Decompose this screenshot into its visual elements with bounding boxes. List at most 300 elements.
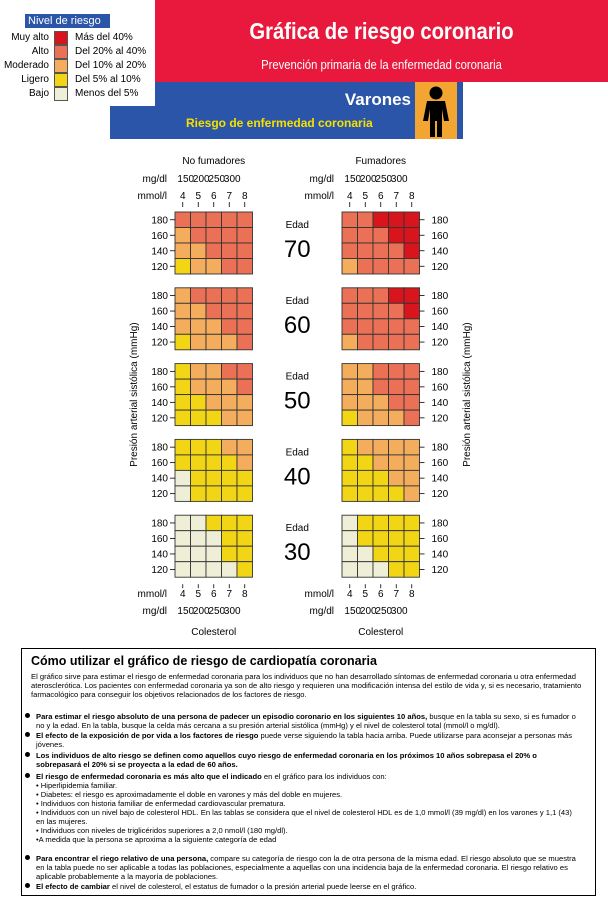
y-tick: 160 xyxy=(151,382,168,394)
y-tick: 180 xyxy=(151,366,168,378)
risk-cell xyxy=(389,546,405,562)
risk-cell xyxy=(222,319,238,335)
y-tick: 140 xyxy=(151,549,168,561)
risk-cell xyxy=(191,334,207,350)
bullet-bold: El efecto de cambiar xyxy=(36,882,110,891)
x-tick-mgdl: 200 xyxy=(359,174,377,185)
x-tick-mgdl: 300 xyxy=(390,606,408,618)
risk-cell xyxy=(404,546,420,562)
risk-cell xyxy=(373,334,389,350)
x-axis-label-right: Colesterol xyxy=(358,627,404,638)
sub-item: • Hiperlipidemia familiar. xyxy=(36,781,118,790)
risk-cell xyxy=(175,439,191,455)
risk-cell xyxy=(358,334,374,350)
page-title: Gráfica de riesgo coronario xyxy=(249,18,514,44)
y-tick: 180 xyxy=(151,215,168,227)
y-tick: 180 xyxy=(431,518,449,530)
risk-cell xyxy=(222,334,238,350)
y-tick: 180 xyxy=(431,442,449,454)
x-tick-mmol: 7 xyxy=(226,589,233,601)
risk-cell xyxy=(389,439,405,455)
x-unit-mgdl: mg/dl xyxy=(142,174,167,185)
risk-cell xyxy=(237,259,253,275)
x-tick-mmol: 7 xyxy=(393,589,400,601)
risk-cell xyxy=(358,546,374,562)
x-tick-mgdl: 250 xyxy=(375,174,393,185)
sub-item: •A medida que la persona se aproxima a la siguiente categoría de edad xyxy=(36,835,277,844)
risk-cell xyxy=(358,470,374,486)
risk-cell xyxy=(404,455,420,471)
x-tick-mmol: 5 xyxy=(195,191,202,202)
risk-cell xyxy=(404,303,420,319)
risk-cell xyxy=(206,334,222,350)
risk-cell xyxy=(191,410,207,426)
y-tick: 180 xyxy=(151,442,168,454)
risk-cell xyxy=(206,562,222,578)
x-tick-mgdl: 250 xyxy=(208,606,226,618)
risk-cell xyxy=(191,470,207,486)
risk-cell xyxy=(237,470,253,486)
risk-cell xyxy=(404,334,420,350)
bullet-icon xyxy=(25,773,30,778)
legend-swatch xyxy=(54,73,68,87)
risk-cell xyxy=(342,546,358,562)
bullet-text: en el gráfico para los individuos con: xyxy=(261,772,387,781)
bullet-bold: Los individuos de alto riesgo se definen como aquellos cuyo riesgo de enfermedad coronaria en los próximos 10 años sobrepasa el 20% o sobrepasará el 20% si se proyecta a la edad de 60 años. xyxy=(36,751,537,769)
y-tick: 140 xyxy=(151,397,168,409)
risk-cell xyxy=(206,410,222,426)
risk-cell xyxy=(222,470,238,486)
panel-title-smokers: Fumadores xyxy=(355,156,407,167)
risk-cell xyxy=(342,395,358,411)
legend-swatch xyxy=(54,31,68,45)
risk-cell xyxy=(175,395,191,411)
risk-cell xyxy=(373,546,389,562)
risk-cell xyxy=(404,410,420,426)
legend-item xyxy=(0,31,155,45)
y-tick: 120 xyxy=(151,564,168,576)
risk-cell xyxy=(358,259,374,275)
bullet-text: el nivel de colesterol, el estatus de fumador o la presión arterial puede leerse en el gráfico. xyxy=(109,882,417,891)
risk-cell xyxy=(222,395,238,411)
legend-item-label: Bajo xyxy=(28,88,49,99)
legend-item-label: Moderado xyxy=(3,60,49,71)
risk-cell xyxy=(358,303,374,319)
risk-cell xyxy=(373,531,389,547)
x-tick-mmol: 4 xyxy=(346,191,353,202)
x-tick-mgdl: 300 xyxy=(390,174,408,185)
risk-cell xyxy=(175,562,191,578)
risk-cell xyxy=(222,259,238,275)
x-tick-mgdl: 150 xyxy=(344,606,362,618)
legend-title: Nivel de riesgo xyxy=(25,14,110,28)
bullet-text: busque en la tabla su sexo, si es fumador o no y la edad. En la tabla, busque la celda más cercana a su presión arterial sistólica (mmHg) y el nivel de colesterol total (mmol/l o mg/dl). xyxy=(36,712,576,730)
y-tick: 120 xyxy=(151,413,168,425)
risk-cell xyxy=(206,288,222,304)
x-tick-mmol: 8 xyxy=(241,191,248,202)
risk-cell xyxy=(191,439,207,455)
risk-cell xyxy=(389,259,405,275)
risk-legend xyxy=(0,14,155,106)
risk-cell xyxy=(342,531,358,547)
x-tick-mgdl: 300 xyxy=(223,174,241,185)
x-unit-mgdl: mg/dl xyxy=(309,606,334,618)
x-tick-mgdl: 300 xyxy=(223,606,241,618)
howto-box xyxy=(21,648,596,896)
legend-item xyxy=(0,73,155,87)
legend-swatch xyxy=(54,45,68,59)
risk-cell xyxy=(389,319,405,335)
x-tick-mgdl: 250 xyxy=(375,606,393,618)
risk-cell xyxy=(237,212,253,228)
risk-cell xyxy=(358,439,374,455)
risk-cell xyxy=(373,515,389,531)
age-value: 60 xyxy=(283,311,311,339)
y-tick: 160 xyxy=(431,533,449,545)
risk-cell xyxy=(206,243,222,259)
risk-cell xyxy=(175,486,191,502)
risk-cell xyxy=(404,212,420,228)
bullet-icon xyxy=(25,732,30,737)
risk-cell xyxy=(404,562,420,578)
risk-cell xyxy=(373,319,389,335)
y-tick: 120 xyxy=(151,261,168,273)
risk-cell xyxy=(206,546,222,562)
risk-cell xyxy=(237,395,253,411)
risk-cell xyxy=(206,439,222,455)
risk-cell xyxy=(206,303,222,319)
y-tick: 120 xyxy=(431,337,449,349)
legend-item-label: Muy alto xyxy=(11,32,49,43)
risk-cell xyxy=(342,303,358,319)
risk-cell xyxy=(342,319,358,335)
y-tick: 140 xyxy=(151,322,168,334)
risk-cell xyxy=(358,515,374,531)
risk-cell xyxy=(222,303,238,319)
risk-cell xyxy=(358,364,374,380)
x-tick-mmol: 7 xyxy=(226,191,233,202)
x-unit-mgdl: mg/dl xyxy=(309,174,334,185)
bullet-text: puede verse siguiendo la tabla hacia arriba. Puede utilizarse para aconsejar a personas más jóvenes. xyxy=(36,731,573,749)
risk-cell xyxy=(342,259,358,275)
howto-title: Cómo utilizar el gráfico de riesgo de cardiopatía coronaria xyxy=(31,654,377,668)
legend-item-range: Más del 40% xyxy=(75,32,133,43)
risk-cell xyxy=(373,303,389,319)
risk-cell xyxy=(175,288,191,304)
risk-cell xyxy=(342,410,358,426)
y-tick: 160 xyxy=(151,458,168,470)
x-tick-mgdl: 200 xyxy=(359,606,377,618)
risk-cell xyxy=(373,439,389,455)
x-tick-mmol: 6 xyxy=(210,191,217,202)
risk-cell xyxy=(389,455,405,471)
age-value: 50 xyxy=(283,387,311,415)
y-tick: 120 xyxy=(151,489,168,501)
risk-cell xyxy=(389,410,405,426)
age-caption: Edad xyxy=(285,220,309,231)
man-figure-icon xyxy=(415,82,457,139)
legend-swatch xyxy=(54,87,68,101)
risk-cell xyxy=(206,228,222,244)
risk-cell xyxy=(237,410,253,426)
sub-item: • Individuos con historia familiar de enfermedad cardiovascular prematura. xyxy=(36,799,286,808)
y-tick: 160 xyxy=(431,458,449,470)
y-tick: 120 xyxy=(431,564,449,576)
y-tick: 180 xyxy=(151,518,168,530)
x-tick-mmol: 4 xyxy=(179,191,186,202)
risk-cell xyxy=(404,319,420,335)
risk-cell xyxy=(404,486,420,502)
legend-item-range: Menos del 5% xyxy=(75,88,139,99)
sex-banner xyxy=(110,82,463,139)
x-tick-mmol: 5 xyxy=(195,589,202,601)
risk-cell xyxy=(175,546,191,562)
risk-cell xyxy=(237,379,253,395)
risk-cell xyxy=(358,319,374,335)
risk-cell xyxy=(389,470,405,486)
risk-cell xyxy=(342,288,358,304)
y-tick: 140 xyxy=(151,246,168,258)
legend-item-range: Del 10% al 20% xyxy=(75,60,147,71)
risk-cell xyxy=(404,395,420,411)
y-tick: 140 xyxy=(431,549,449,561)
risk-cell xyxy=(175,259,191,275)
risk-cell xyxy=(237,531,253,547)
y-tick: 180 xyxy=(431,291,449,303)
legend-item xyxy=(0,87,155,101)
legend-item xyxy=(0,45,155,59)
x-tick-mmol: 8 xyxy=(408,191,415,202)
x-tick-mmol: 5 xyxy=(362,589,369,601)
risk-cell xyxy=(175,455,191,471)
legend-item-range: Del 20% al 40% xyxy=(75,46,147,57)
y-tick: 120 xyxy=(431,489,449,501)
risk-cell xyxy=(222,379,238,395)
risk-cell xyxy=(389,243,405,259)
bullet-bold: Para estimar el riesgo absoluto de una persona de padecer un episodio coronario en los siguientes 10 años, xyxy=(36,712,428,721)
y-tick: 180 xyxy=(431,215,449,227)
risk-cell xyxy=(175,303,191,319)
risk-cell xyxy=(358,562,374,578)
bullet-bold: El efecto de la exposición de por vida a los factores de riesgo xyxy=(36,731,259,740)
x-tick-mmol: 7 xyxy=(393,191,400,202)
sex-label: Varones xyxy=(344,90,411,109)
risk-cell xyxy=(404,243,420,259)
x-tick-mgdl: 250 xyxy=(208,174,226,185)
risk-cell xyxy=(389,228,405,244)
risk-cell xyxy=(175,212,191,228)
howto-intro: El gráfico sirve para estimar el riesgo de enfermedad coronaria para los individuos que no han desarrollado síntomas de enfermedad coronaria u otra enfermedad aterosclerótica. Los pacientes con enfermedad coronaria ya son de alto riesgo y requieren una modificación intensa del estilo de vida y, si es necesario, tratamiento farmacológico para conseguir los objetivos relacionados de los factores de riesgo. xyxy=(31,672,582,699)
bullet-icon xyxy=(25,883,30,888)
x-tick-mgdl: 200 xyxy=(192,606,210,618)
risk-cell xyxy=(222,243,238,259)
risk-cell xyxy=(191,319,207,335)
risk-cell xyxy=(342,562,358,578)
risk-cell xyxy=(342,379,358,395)
risk-cell xyxy=(191,515,207,531)
risk-cell xyxy=(191,243,207,259)
risk-cell xyxy=(222,228,238,244)
x-tick-mgdl: 150 xyxy=(177,606,195,618)
risk-cell xyxy=(373,379,389,395)
risk-cell xyxy=(191,486,207,502)
risk-label: Riesgo de enfermedad coronaria xyxy=(186,116,373,130)
risk-cell xyxy=(191,259,207,275)
risk-cell xyxy=(373,212,389,228)
sub-item: • Diabetes: el riesgo es aproximadamente el doble en varones y más del doble en mujeres. xyxy=(36,790,343,799)
risk-cell xyxy=(389,334,405,350)
risk-cell xyxy=(373,486,389,502)
risk-cell xyxy=(373,455,389,471)
risk-cell xyxy=(222,212,238,228)
risk-cell xyxy=(373,470,389,486)
x-unit-mmol: mmol/l xyxy=(137,589,167,601)
bullet-icon xyxy=(25,713,30,718)
x-tick-mmol: 5 xyxy=(362,191,369,202)
x-tick-mmol: 8 xyxy=(408,589,415,601)
risk-cell xyxy=(389,303,405,319)
risk-cell xyxy=(222,531,238,547)
risk-cell xyxy=(237,364,253,380)
age-value: 70 xyxy=(283,236,311,263)
x-tick-mmol: 4 xyxy=(346,589,353,601)
risk-cell xyxy=(237,562,253,578)
risk-cell xyxy=(191,546,207,562)
risk-cell xyxy=(191,303,207,319)
bullet-icon xyxy=(25,855,30,860)
risk-cell xyxy=(342,228,358,244)
risk-chart xyxy=(0,148,608,638)
risk-cell xyxy=(358,410,374,426)
x-unit-mmol: mmol/l xyxy=(137,191,167,202)
sub-item: • Individuos con un nivel bajo de colesterol HDL. En las tablas se considera que el nivel de colesterol HDL es de 1,0 mmol/l (39 mg/dl) en los varones y 1,1 (43) en las mujeres. xyxy=(36,808,572,826)
risk-cell xyxy=(342,515,358,531)
y-tick: 160 xyxy=(431,230,449,242)
x-tick-mgdl: 150 xyxy=(344,174,362,185)
risk-cell xyxy=(358,212,374,228)
x-tick-mgdl: 150 xyxy=(177,174,195,185)
risk-cell xyxy=(175,515,191,531)
risk-cell xyxy=(358,228,374,244)
header-banner xyxy=(155,0,608,82)
risk-cell xyxy=(389,562,405,578)
risk-cell xyxy=(191,455,207,471)
risk-cell xyxy=(404,364,420,380)
y-axis-label-right: Presión arterial sistólica (mmHg) xyxy=(462,322,473,467)
risk-cell xyxy=(222,439,238,455)
y-tick: 160 xyxy=(431,382,449,394)
risk-cell xyxy=(175,531,191,547)
x-tick-mmol: 6 xyxy=(377,191,384,202)
risk-cell xyxy=(358,288,374,304)
risk-cell xyxy=(404,228,420,244)
bullet-icon xyxy=(25,752,30,757)
y-tick: 180 xyxy=(151,291,168,303)
y-tick: 140 xyxy=(431,397,449,409)
risk-cell xyxy=(342,455,358,471)
risk-cell xyxy=(389,379,405,395)
risk-cell xyxy=(237,334,253,350)
risk-cell xyxy=(191,531,207,547)
risk-cell xyxy=(175,228,191,244)
bullet-text: compare su categoría de riesgo con la de otra persona de la misma edad. El riesgo absoluto que se muestra en la tabla puede no ser aplicable a todas las poblaciones, especialmente a aquellas con una incidencia baja de la enfermedad coronaria. El riesgo relativo es aplicable probablemente a la mayoría de poblaciones. xyxy=(36,854,576,881)
risk-cell xyxy=(222,546,238,562)
risk-cell xyxy=(237,228,253,244)
x-tick-mmol: 4 xyxy=(179,589,186,601)
risk-cell xyxy=(237,319,253,335)
risk-cell xyxy=(404,259,420,275)
x-tick-mgdl: 200 xyxy=(192,174,210,185)
risk-cell xyxy=(191,212,207,228)
risk-cell xyxy=(191,379,207,395)
y-axis-label-left: Presión arterial sistólica (mmHg) xyxy=(129,322,140,467)
risk-cell xyxy=(389,486,405,502)
risk-cell xyxy=(222,288,238,304)
y-tick: 140 xyxy=(431,246,449,258)
panel-title-nonsmokers: No fumadores xyxy=(182,156,246,167)
risk-cell xyxy=(342,334,358,350)
risk-cell xyxy=(389,395,405,411)
risk-cell xyxy=(175,334,191,350)
risk-cell xyxy=(222,410,238,426)
risk-cell xyxy=(222,364,238,380)
risk-cell xyxy=(358,486,374,502)
y-tick: 120 xyxy=(151,337,168,349)
risk-cell xyxy=(404,470,420,486)
legend-item-label: Alto xyxy=(31,46,49,57)
risk-cell xyxy=(206,515,222,531)
y-tick: 160 xyxy=(151,230,168,242)
legend-item-label: Ligero xyxy=(21,74,49,85)
risk-cell xyxy=(237,486,253,502)
risk-cell xyxy=(206,395,222,411)
x-axis-label-left: Colesterol xyxy=(191,627,237,638)
y-tick: 120 xyxy=(431,261,449,273)
age-caption: Edad xyxy=(285,447,309,459)
risk-cell xyxy=(389,531,405,547)
risk-cell xyxy=(191,562,207,578)
legend-item-range: Del 5% al 10% xyxy=(75,74,141,85)
y-tick: 160 xyxy=(431,306,449,318)
age-caption: Edad xyxy=(285,295,309,307)
risk-cell xyxy=(358,455,374,471)
risk-cell xyxy=(358,395,374,411)
risk-cell xyxy=(191,288,207,304)
legend-item xyxy=(0,59,155,73)
risk-cell xyxy=(237,546,253,562)
risk-cell xyxy=(358,243,374,259)
risk-cell xyxy=(206,259,222,275)
risk-cell xyxy=(175,379,191,395)
y-tick: 120 xyxy=(431,413,449,425)
risk-cell xyxy=(404,515,420,531)
risk-cell xyxy=(237,288,253,304)
risk-cell xyxy=(206,379,222,395)
risk-cell xyxy=(206,470,222,486)
risk-cell xyxy=(237,303,253,319)
y-tick: 140 xyxy=(431,473,449,485)
risk-cell xyxy=(191,364,207,380)
risk-cell xyxy=(342,243,358,259)
risk-cell xyxy=(191,395,207,411)
risk-cell xyxy=(404,379,420,395)
age-value: 30 xyxy=(283,539,311,567)
risk-cell xyxy=(222,515,238,531)
risk-cell xyxy=(342,439,358,455)
y-tick: 140 xyxy=(151,473,168,485)
risk-cell xyxy=(404,439,420,455)
risk-cell xyxy=(206,364,222,380)
